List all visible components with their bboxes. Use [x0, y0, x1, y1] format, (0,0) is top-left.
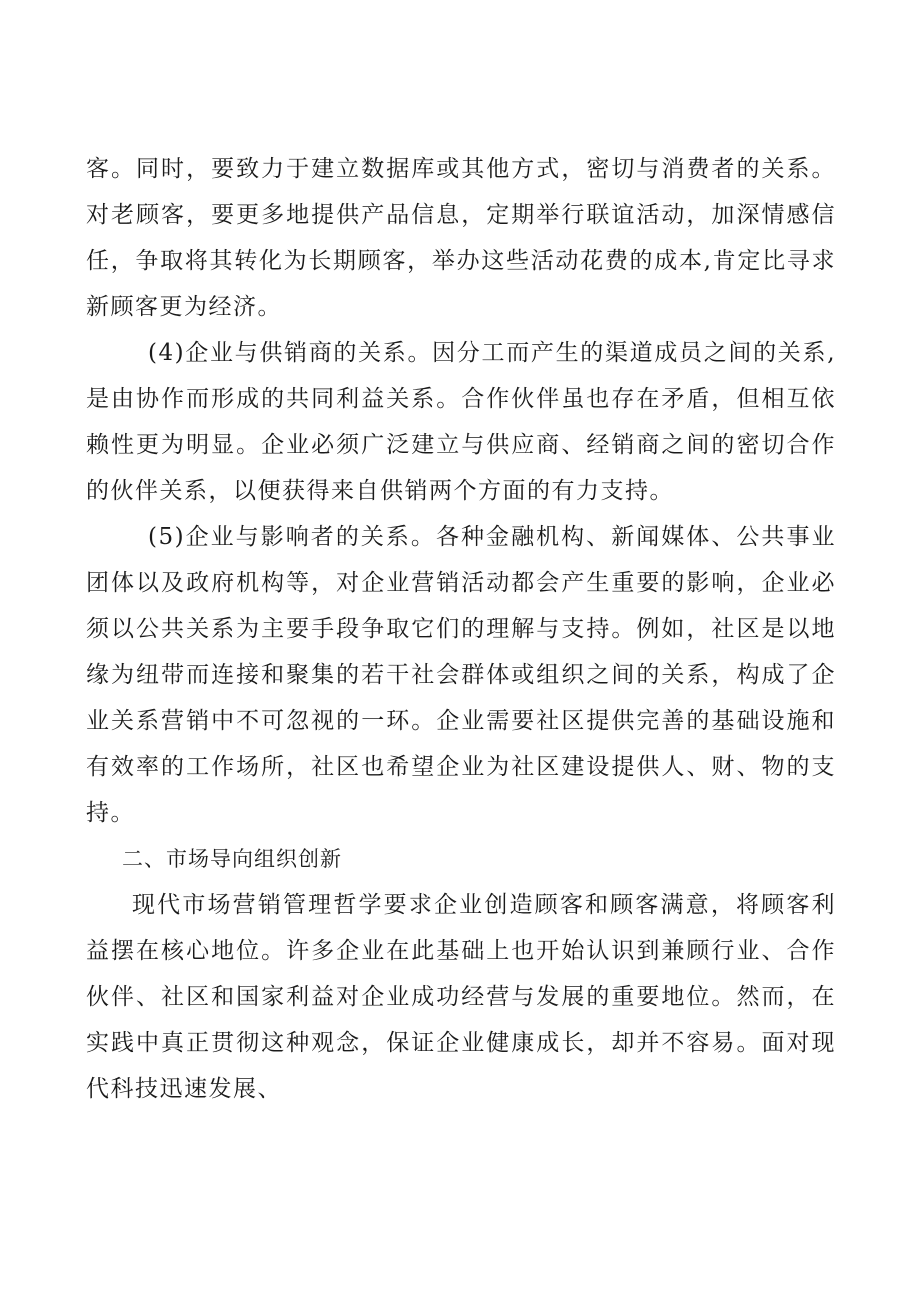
- paragraph-influencer-relationship: (5)企业与影响者的关系。各种金融机构、新闻媒体、公共事业团体以及政府机构等，对企业营销活动都会产生重要的影响，企业必须以公共关系为主要手段争取它们的理解与支持。例如，社区是以地缘为纽带而连接和聚集的若干社会群体或组织之间的关系，构成了企业关系营销中不可忽视的一环。企业需要社区提供完善的基础设施和有效率的工作场所，社区也希望企业为社区建设提供人、财、物的支持。: [86, 524, 836, 826]
- document-body: [86, 146, 836, 1112]
- section-heading: 二、市场导向组织创新: [122, 847, 342, 871]
- paragraph-supplier-relationship: (4)企业与供销商的关系。因分工而产生的渠道成员之间的关系,是由协作而形成的共同利益关系。合作伙伴虽也存在矛盾，但相互依赖性更为明显。企业必须广泛建立与供应商、经销商之间的密切合作的伙伴关系，以便获得来自供销两个方面的有力支持。: [86, 340, 836, 504]
- paragraph-market-orientation: 现代市场营销管理哲学要求企业创造顾客和顾客满意，将顾客利益摆在核心地位。许多企业在此基础上也开始认识到兼顾行业、合作伙伴、社区和国家利益对企业成功经营与发展的重要地位。然而，在实践中真正贯彻这种观念，保证企业健康成长，却并不容易。面对现代科技迅速发展、: [86, 892, 836, 1102]
- paragraph-continuation: 客。同时，要致力于建立数据库或其他方式，密切与消费者的关系。对老顾客，要更多地提供产品信息，定期举行联谊活动，加深情感信任，争取将其转化为长期顾客，举办这些活动花费的成本,肯定比寻求新顾客更为经济。: [86, 156, 836, 320]
